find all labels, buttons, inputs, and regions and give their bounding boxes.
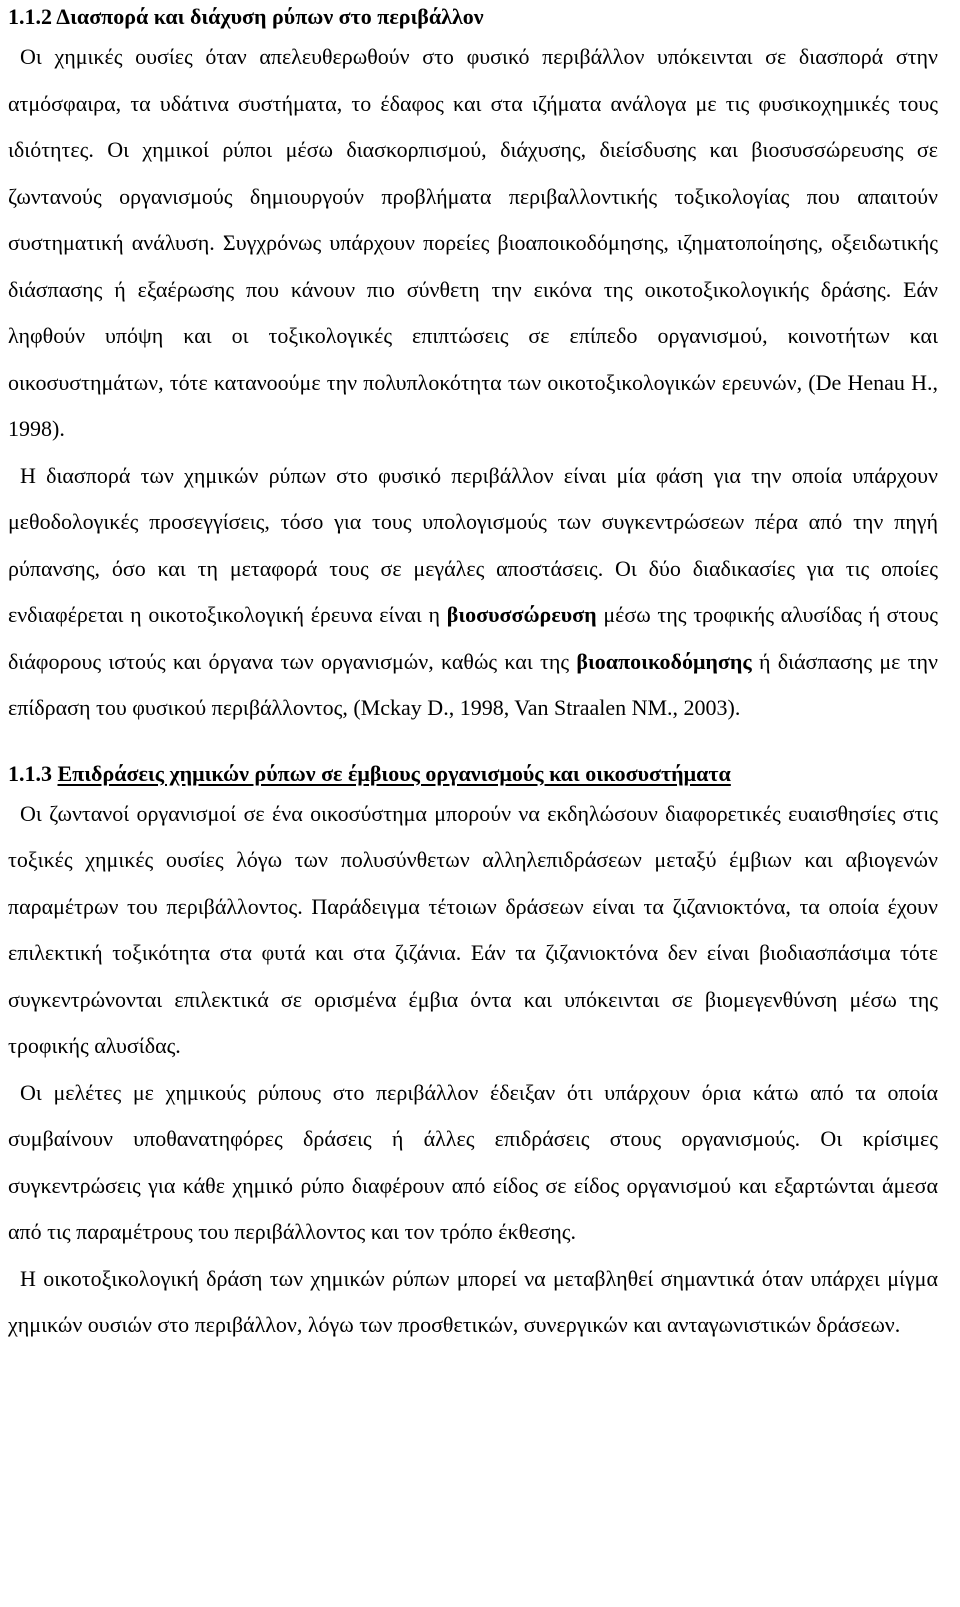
- bold-term-biodegradation: βιοαποικοδόμησης: [576, 648, 752, 674]
- section-number: 1.1.3: [8, 760, 52, 786]
- section-heading-1-1-2: [8, 0, 938, 31]
- paragraph: Οι ζωντανοί οργανισμοί σε ένα οικοσύστημα μπορούν να εκδηλώσουν διαφορετικές ευαισθησίες στις τοξικές χημικές ουσίες λόγω των πολυσύνθετων αλληλεπιδράσεων μεταξύ έμβιων και αβιογενών παραμέτρων του περιβάλλοντος. Παράδειγμα τέτοιων δράσεων είναι τα ζιζανιοκτόνα, τα οποία έχουν επιλεκτική τοξικότητα στα φυτά και στα ζιζάνια. Εάν τα ζιζανιοκτόνα δεν είναι βιοδιασπάσιμα τότε συγκεντρώνονται επιλεκτικά σε ορισμένα έμβια όντα και υπόκεινται σε βιομεγενθύνση μέσω της τροφικής αλυσίδας.: [8, 800, 938, 1058]
- section-title: Επιδράσεις χημικών ρύπων σε έμβιους οργανισμούς και οικοσυστήματα: [57, 760, 731, 786]
- paragraph: Οι μελέτες με χημικούς ρύπους στο περιβάλλον έδειξαν ότι υπάρχουν όρια κάτω από τα οποία συμβαίνουν υποθανατηφόρες δράσεις ή άλλες επιδράσεις στους οργανισμούς. Οι κρίσιμες συγκεντρώσεις για κάθε χημικό ρύπο διαφέρουν από είδος σε είδος οργανισμού και εξαρτώνται άμεσα από τις παραμέτρους του περιβάλλοντος και τον τρόπο έκθεσης.: [8, 1079, 938, 1244]
- bold-term-bioaccumulation: βιοσυσσώρευση: [446, 602, 597, 627]
- section-heading-1-1-3: [8, 760, 938, 788]
- paragraph: Η οικοτοξικολογική δράση των χημικών ρύπων μπορεί να μεταβληθεί σημαντικά όταν υπάρχει μίγμα χημικών ουσιών στο περιβάλλον, λόγω των προσθετικών, συνεργικών και ανταγωνιστικών δράσεων.: [8, 1265, 938, 1337]
- section-title: Διασπορά και διάχυση ρύπων στο περιβάλλον: [56, 4, 484, 29]
- paragraph: Η διασπορά των χημικών ρύπων στο φυσικό περιβάλλον είναι μία φάση για την οποία υπάρχουν μεθοδολογικές προσεγγίσεις, τόσο για τους υπολογισμούς των συγκεντρώσεων πέρα από την πηγή ρύπανσης, όσο και τη μεταφορά τους σε μεγάλες αποστάσεις. Οι δύο διαδικασίες για τις οποίες ενδιαφέρεται η οικοτοξικολογική έρευνα είναι η βιοσυσσώρευση μέσω της τροφικής αλυσίδας ή στους διάφορους ιστούς και όργανα των οργανισμών, καθώς και της βιοαποικοδόμησης ή διάσπασης με την επίδραση του φυσικού περιβάλλοντος, (Mckay D., 1998, Van Straalen NM., 2003).: [8, 462, 938, 720]
- paragraph: Οι χημικές ουσίες όταν απελευθερωθούν στο φυσικό περιβάλλον υπόκεινται σε διασπορά στην ατμόσφαιρα, τα υδάτινα συστήματα, το έδαφος και στα ιζήματα ανάλογα με τις φυσικοχημικές τους ιδιότητες. Οι χημικοί ρύποι μέσω διασκορπισμού, διάχυσης, διείσδυσης και βιοσυσσώρευσης σε ζωντανούς οργανισμούς δημιουργούν προβλήματα περιβαλλοντικής τοξικολογίας που απαιτούν συστηματική ανάλυση. Συγχρόνως υπάρχουν πορείες βιοαποικοδόμησης, ιζηματοποίησης, οξειδωτικής διάσπασης ή εξαέρωσης που κάνουν πιο σύνθετη την εικόνα της οικοτοξικολογικής δράσης. Εάν ληφθούν υπόψη και οι τοξικολογικές επιπτώσεις σε επίπεδο οργανισμού, κοινοτήτων και οικοσυστημάτων, τότε κατανοούμε την πολυπλοκότητα των οικοτοξικολογικών ερευνών, (De Henau H., 1998).: [8, 44, 938, 441]
- section-number: 1.1.2: [8, 4, 52, 29]
